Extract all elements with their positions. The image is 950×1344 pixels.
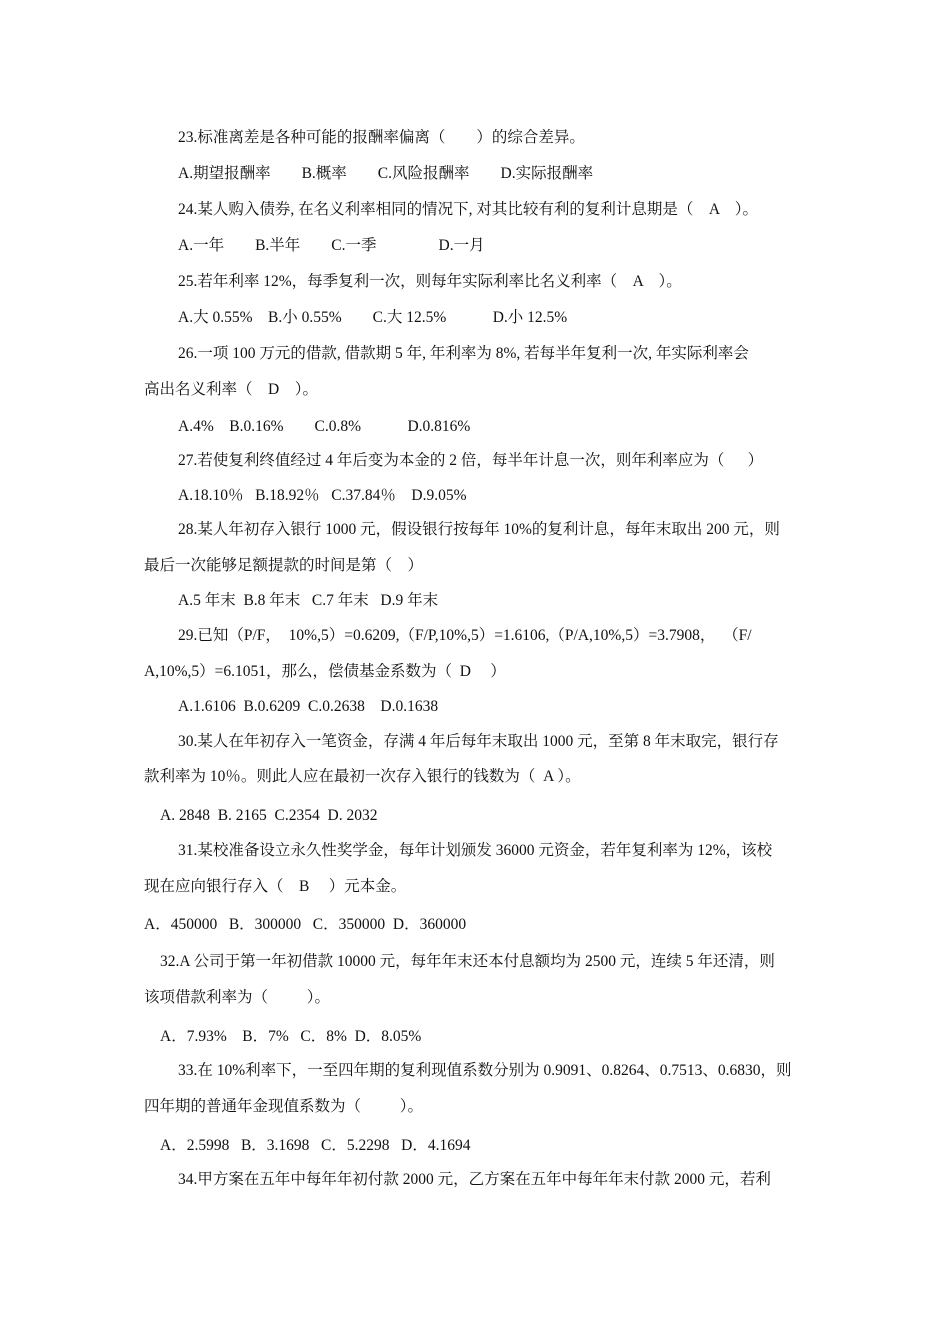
question-25-options: A.大 0.55% B.小 0.55% C.大 12.5% D.小 12.5% [178, 309, 568, 326]
question-29-cont: A,10%,5）=6.1051，那么，偿债基金系数为（ D ） [144, 663, 506, 680]
question-27: 27.若使复利终值经过 4 年后变为本金的 2 倍，每半年计息一次，则年利率应为（ ） [178, 452, 764, 469]
question-33-options: A．2.5998 B．3.1698 C．5.2298 D．4.1694 [160, 1137, 471, 1154]
question-31: 31.某校准备设立永久性奖学金，每年计划颁发 36000 元资金，若年复利率为 12%，该校 [178, 842, 773, 859]
question-26-cont: 高出名义利率（ D ）。 [144, 381, 318, 398]
question-28: 28.某人年初存入银行 1000 元，假设银行按每年 10%的复利计息，每年末取出 200 元，则 [178, 521, 780, 538]
question-23: 23.标准离差是各种可能的报酬率偏离（ ）的综合差异。 [178, 129, 585, 146]
question-26-options: A.4% B.0.16% C.0.8% D.0.816% [178, 418, 471, 435]
question-24: 24.某人购入债券, 在名义利率相同的情况下, 对其比较有利的复利计息期是（ A ）。 [178, 201, 758, 218]
question-29-options: A.1.6106 B.0.6209 C.0.2638 D.0.1638 [178, 698, 439, 715]
question-33: 33.在 10%利率下，一至四年期的复利现值系数分别为 0.9091、0.8264、0.7513、0.6830，则 [178, 1062, 792, 1079]
question-30: 30.某人在年初存入一笔资金，存满 4 年后每年末取出 1000 元，至第 8 年末取完，银行存 [178, 733, 779, 750]
question-30-cont: 款利率为 10％。则此人应在最初一次存入银行的钱数为（ A ）。 [144, 768, 581, 785]
question-28-options: A.5 年末 B.8 年末 C.7 年末 D.9 年末 [178, 592, 439, 609]
question-29: 29.已知（P/F， 10%,5）=0.6209,（F/P,10%,5）=1.6106,（P/A,10%,5）=3.7908， （F/ [178, 627, 752, 644]
question-33-cont: 四年期的普通年金现值系数为（ ）。 [144, 1098, 424, 1115]
question-30-options: A. 2848 B. 2165 C.2354 D. 2032 [160, 807, 378, 824]
question-26: 26.一项 100 万元的借款, 借款期 5 年, 年利率为 8%, 若每半年复利一次, 年实际利率会 [178, 345, 749, 362]
question-24-options: A.一年 B.半年 C.一季 D.一月 [178, 237, 485, 254]
question-32-options: A．7.93% B．7% C．8% D．8.05% [160, 1028, 422, 1045]
question-32-cont: 该项借款利率为（ ）。 [144, 989, 331, 1006]
question-31-options: A．450000 B．300000 C．350000 D．360000 [144, 916, 467, 933]
question-34: 34.甲方案在五年中每年年初付款 2000 元，乙方案在五年中每年年末付款 2000 元，若利 [178, 1171, 771, 1188]
question-25: 25.若年利率 12%，每季复利一次，则每年实际利率比名义利率（ A ）。 [178, 273, 682, 290]
question-27-options: A.18.10％ B.18.92％ C.37.84％ D.9.05% [178, 487, 467, 504]
question-31-cont: 现在应向银行存入（ B ）元本金。 [144, 878, 407, 895]
question-32: 32.A 公司于第一年初借款 10000 元，每年年末还本付息额均为 2500 元，连续 5 年还清，则 [160, 953, 775, 970]
question-23-options: A.期望报酬率 B.概率 C.风险报酬率 D.实际报酬率 [178, 165, 594, 182]
question-28-cont: 最后一次能够足额提款的时间是第（ ） [144, 557, 424, 574]
